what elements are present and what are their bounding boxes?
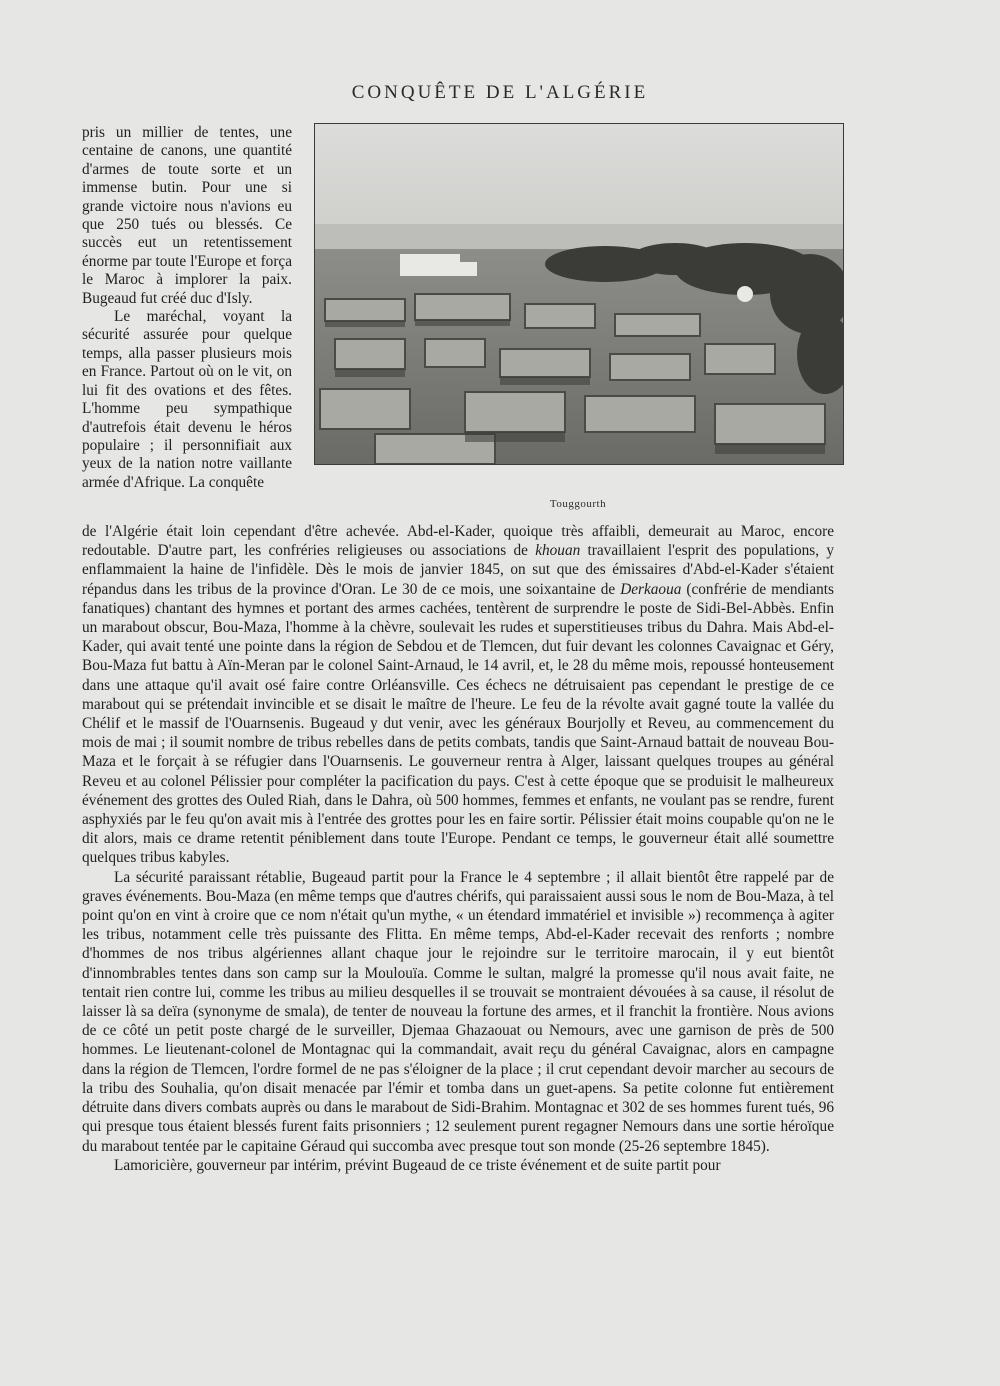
side-column-text [82,124,292,492]
side-paragraph-1: pris un millier de tentes, une centaine de canons, une quantité d'armes de toute sorte et un immense butin. Pour une si grande victoire nous n'avions eu que 250 tués ou blessés. Ce succès eut un retentissement énorme par toute l'Europe et força le Maroc à implorer la paix. Bugeaud fut créé duc d'Isly. [82,124,292,307]
paragraph-1 [82,522,834,868]
paragraph-2: La sécurité paraissant rétablie, Bugeaud partit pour la France le 4 septembre ; il allait bientôt être rappelé par de graves événements. Bou-Maza (en même temps que d'autres chérifs, qui paraissaient aussi sous le nom de Bou-Maza, à tel point qu'on en vint à croire que ce nom n'était qu'un mythe, « un étendard immatériel et invisible ») recommença à agiter les tribus, notamment celle très puissante des Flitta. En même temps, Abd-el-Kader recevait des renforts ; nombre d'hommes de nos tribus algériennes allant chaque jour le rejoindre sur le territoire marocain, il y eut bientôt d'innombrables tentes dans son camp sur la Moulouïa. Comme le sultan, malgré la promesse qu'il nous avait faite, ne tentait rien contre lui, comme les tribus au milieu desquelles il se trouvait se montraient dévouées à sa cause, il résolut de laisser là sa deïra (synonyme de smala), de tenter de nouveau la fortune des armes, et il franchit la frontière. Nous avions de ce côté un petit poste chargé de le surveiller, Djemaa Ghazaouat ou Nemours, avec une garnison de près de 500 hommes. Le lieutenant-colonel de Montagnac qui la commandait, avait reçu du général Cavaignac, alors en campagne dans la région de Tlemcen, l'ordre formel de ne pas s'éloigner de la place ; il crut cependant devoir marcher au secours de la tribu des Souhalia, qu'on disait menacée par l'émir et tomba dans un guet-apens. Sa petite colonne fut entièrement détruite dans divers combats auprès ou dans le marabout de Sidi-Brahim. Montagnac et 302 de ses hommes furent tués, 96 qui presque tous étaient blessés furent faits prisonniers ; 12 seulement purent regagner Nemours dans une sortie héroïque du marabout tentée par le capitaine Géraud qui succomba avec presque tout son monde (25-26 septembre 1845). [82,868,834,1155]
term-khouan: khouan [535,542,581,560]
side-paragraph-2: Le maréchal, voyant la sécurité assurée pour quelque temps, alla passer plusieurs mois en France. Partout où on le vit, on lui fit des ovations et des fêtes. L'homme peu sympathique d'autrefois était devenu le héros populaire ; il personnifiait aux yeux de la nation notre vaillante armée d'Afrique. La conquête [82,308,292,491]
running-head: CONQUÊTE DE L'ALGÉRIE [351,82,649,103]
paragraph-1-part-a: de l'Algérie était loin cependant d'être achevée. Abd-el-Kader, quoique très affaibli, demeurait au Maroc, encore redoutable. D'autre part, les confréries religieuses ou associations de [82,523,834,560]
photo-figure [314,123,844,465]
photograph-icon [315,124,843,464]
full-width-text [82,522,834,1175]
paragraph-1-part-b: travaillaient l'esprit des populations, y enflammaient la haine de l'infidèle. Dès le mois de janvier 1845, on sut que des émissaires d'Abd-el-Kader s'étaient répandus dans les tribus de la province d'Oran. Le 30 de ce mois, une soixantaine de [82,542,834,598]
figure-caption: Touggourth [549,498,607,510]
paragraph-3: Lamoricière, gouverneur par intérim, prévint Bugeaud de ce triste événement et de suite partit pour [114,1156,721,1174]
term-derkaoua: Derkaoua [620,580,682,598]
paragraph-1-part-c: (confrérie de mendiants fanatiques) chantant des hymnes et portant des armes cachées, tentèrent de surprendre le poste de Sidi-Bel-Abbès. Enfin un marabout obscur, Bou-Maza, l'homme à la chèvre, soulevait les rudes et superstitieuses tribus du Dahra. Mais Abd-el-Kader, qui avait tenté une pointe dans la région de Sebdou et de Tlemcen, dut fuir devant les colonnes Cavaignac et Géry, Bou-Maza fut battu à Aïn-Meran par le colonel Saint-Arnaud, le 14 avril, et, le 28 du même mois, repoussé honteusement dans une attaque qu'il avait osé faire contre Orléansville. Ces échecs ne détruisaient pas cependant le prestige de ce marabout qui se prétendait invincible et se disait le maître de l'heure. Le feu de la révolte avait gagné toute la vallée du Chélif et le massif de l'Ouarnsenis. Bugeaud y dut venir, avec les généraux Bourjolly et Reveu, au commencement du mois de mai ; il soumit nombre de tribus rebelles dans de petits combats, tandis que Saint-Arnaud battait de nouveau Bou-Maza et le forçait à se réfugier dans l'Ouarnsenis. Le gouverneur rentra à Alger, laissant quelques troupes au général Reveu et au colonel Pélissier pour compléter la pacification du pays. C'est à cette époque que se produisit le malheureux événement des grottes des Ouled Riah, dans le Dahra, où 500 hommes, femmes et enfants, ne voulant pas se rendre, furent asphyxiés par le feu qu'on avait mis à l'entrée des grottes pour les en faire sortir. Pélissier était moins coupable qu'on ne le dit alors, mais ce drame retentit péniblement dans toute l'Europe. Pendant ce temps, le gouverneur était allé soumettre quelques tribus kabyles. [82,580,835,867]
sky-area [315,124,843,229]
